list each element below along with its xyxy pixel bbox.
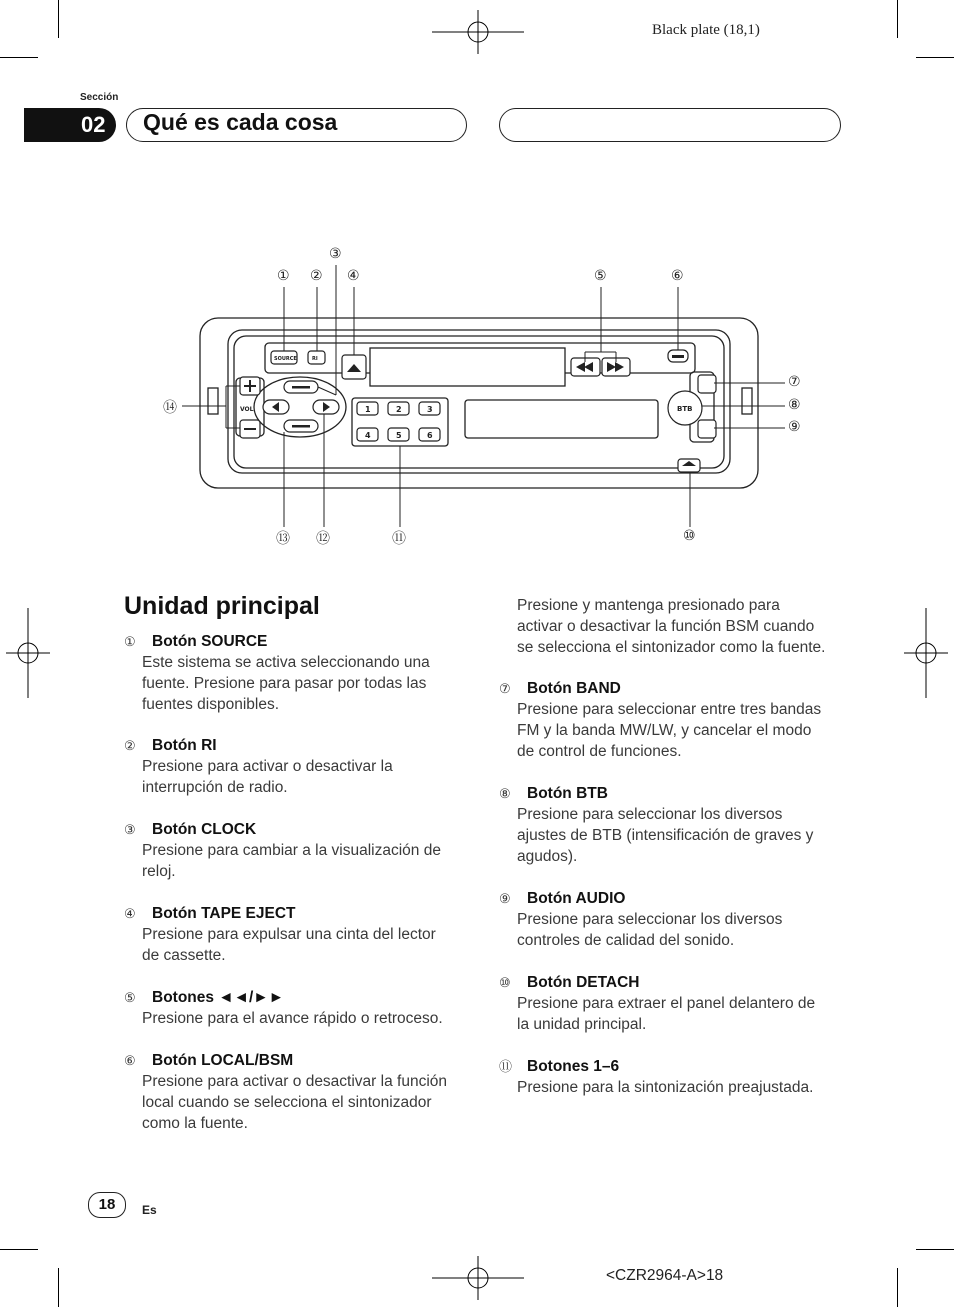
item-presets: ⑪ Botones 1–6 Presione para la sintonización preajustada. (499, 1058, 814, 1096)
crop-mark (897, 1268, 898, 1307)
callout-8: ⑧ (788, 397, 801, 413)
callout-2: ② (310, 268, 323, 284)
registration-mark (904, 608, 948, 698)
item-source: ① Botón SOURCE Este sistema se activa seleccionando una fuente. Presione para pasar por todas las fuentes disponibles. (124, 633, 430, 713)
callout-13: ⑬ (276, 531, 290, 547)
callout-9: ⑨ (788, 419, 801, 435)
crop-mark (58, 0, 59, 38)
item-btb: ⑧ Botón BTB Presione para seleccionar los diversos ajustes de BTB (intensificación de graves y agudos). (499, 785, 814, 865)
band-button[interactable] (698, 375, 716, 393)
callout-12: ⑫ (316, 531, 330, 547)
callout-10: ⑩ (683, 528, 696, 544)
callout-6: ⑥ (671, 268, 684, 284)
language-label: Es (142, 1203, 157, 1217)
document-code: <CZR2964-A>18 (606, 1267, 724, 1284)
crop-mark (897, 0, 898, 38)
item-audio: ⑨ Botón AUDIO Presione para seleccionar los diversos controles de calidad del sonido. (499, 890, 783, 949)
crop-mark (916, 1249, 954, 1250)
item-detach: ⑩ Botón DETACH Presione para extraer el panel delantero de la unidad principal. (499, 974, 816, 1033)
callout-3: ③ (329, 246, 342, 262)
callout-1: ① (277, 268, 290, 284)
preset-label-6: 6 (427, 431, 433, 440)
svg-text:VOL: VOL (240, 406, 254, 413)
crop-mark (0, 57, 38, 58)
crop-mark (0, 1249, 38, 1250)
preset-label-3: 3 (427, 405, 433, 414)
registration-mark (6, 608, 50, 698)
section-label: Sección (80, 92, 119, 103)
head-unit-diagram (150, 240, 830, 560)
item-local-bsm: ⑥ Botón LOCAL/BSM Presione para activar o desactivar la función local cuando se selecciona el sintonizador como la fuente. (124, 1052, 447, 1132)
section-title: Qué es cada cosa (143, 109, 338, 135)
section-number: 02 (24, 108, 116, 142)
item-tape-eject: ④ Botón TAPE EJECT Presione para expulsar una cinta del lector de cassette. (124, 905, 436, 964)
registration-mark (432, 10, 524, 54)
preset-label-1: 1 (365, 405, 371, 414)
preset-label-4: 4 (365, 431, 371, 440)
svg-text:SOURCE: SOURCE (274, 356, 297, 362)
right-lead-text: Presione y mantenga presionado para activar o desactivar la función BSM cuando se selecciona el sintonizador como la fuente. (517, 597, 826, 656)
item-ff-rew: ⑤ Botones ◄◄/►► Presione para el avance rápido o retroceso. (124, 989, 443, 1027)
callout-4: ④ (347, 268, 360, 284)
section-blank-box (499, 108, 841, 142)
item-ri: ② Botón RI Presione para activar o desactivar la interrupción de radio. (124, 737, 393, 796)
item-clock: ③ Botón CLOCK Presione para cambiar a la visualización de reloj. (124, 821, 441, 880)
page-number: 18 (88, 1192, 126, 1218)
crop-mark (916, 57, 954, 58)
item-band: ⑦ Botón BAND Presione para seleccionar entre tres bandas FM y la banda MW/LW, y cancelar el modo de control de funciones. (499, 680, 822, 760)
callout-11: ⑪ (392, 531, 406, 547)
plate-label: Black plate (18,1) (652, 22, 760, 38)
callout-5: ⑤ (594, 268, 607, 284)
crop-mark (58, 1268, 59, 1307)
section-heading: Unidad principal (124, 592, 320, 620)
audio-button[interactable] (698, 420, 716, 438)
svg-text:RI: RI (312, 356, 318, 362)
preset-label-2: 2 (396, 405, 402, 414)
preset-label-5: 5 (396, 431, 402, 440)
registration-mark (432, 1256, 524, 1300)
svg-text:BTB: BTB (677, 405, 693, 413)
callout-14: ⑭ (163, 400, 177, 416)
callout-7: ⑦ (788, 374, 801, 390)
